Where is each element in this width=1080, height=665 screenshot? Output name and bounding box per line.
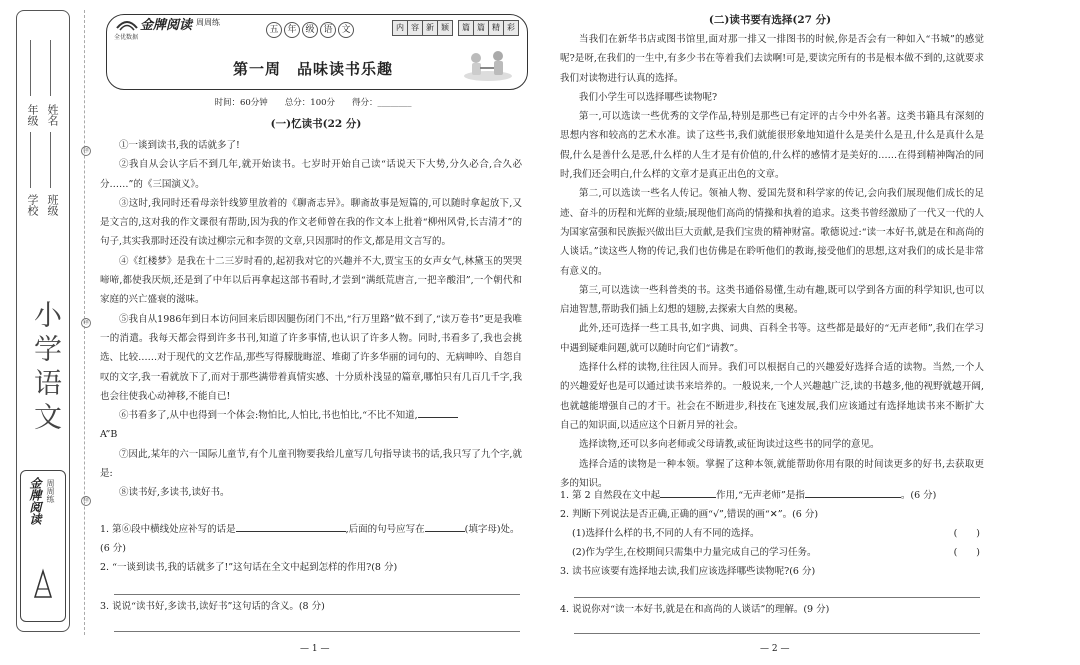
paragraph-text: ⑥书看多了,从中也得到一个体会:物怕比,人怕比,书也怕比,“不比不知道, [119, 410, 418, 422]
question-2: 2. 判断下列说法是否正确,正确的画“√”,错误的画“✕”。(6 分) [560, 509, 819, 520]
question-1 [100, 520, 524, 558]
school-label: 学校 [26, 194, 39, 216]
slogan-tag: 篇 [473, 20, 489, 36]
judge-box[interactable]: ( ) [953, 528, 980, 539]
slogan-tag: 内 [392, 20, 408, 36]
grade-label: 年级 [26, 104, 39, 126]
passage-paragraph: 当我们在新华书店或图书馆里,面对那一排又一排图书的时候,你是否会有一种如入“书城”的感觉呢?是呀,在我们的一生中,有多少书在等着我们去读啊!可是,要读完所有的书是根本做不到的,这就要求我们对读物进行认真的选择。 [560, 34, 984, 84]
slogan-tag: 容 [407, 20, 423, 36]
grade-char: 文 [338, 22, 354, 38]
passage-paragraph: ⑧读书好,多读书,读好书。 [119, 487, 230, 499]
answer-blank[interactable] [236, 521, 346, 532]
right-section-title: (二)读书要有选择(27 分) [708, 14, 832, 26]
name-label: 姓名 [46, 104, 59, 126]
passage-paragraph: ⑦因此,某年的六一国际儿童节,有个儿童刊物要我给儿童写几句指导读书的话,我只写了九个字,就是: [100, 448, 522, 480]
question-text: 1. 第 2 自然段在文中起 [560, 490, 661, 501]
answer-line[interactable] [574, 633, 980, 634]
vertical-logo-tag: 周周练 [46, 479, 55, 503]
slogan-tag: 彩 [503, 20, 519, 36]
question-3: 3. 说说“读书好,多读书,读好书”这句话的含义。(8 分) [100, 601, 325, 612]
grade-char: 语 [320, 22, 336, 38]
week-title: 第一周 品味读书乐趣 [232, 60, 393, 78]
question-text: 。(6 分) [900, 490, 937, 501]
question-text: (填字母)处。(6 分) [100, 524, 520, 554]
answer-line[interactable] [114, 594, 520, 595]
judge-item-2 [560, 543, 984, 562]
reading-children-icon [462, 46, 514, 82]
subject-vertical: 小学语文 [30, 300, 63, 436]
question-text: 1. 第⑥段中横线处应补写的话是 [100, 524, 236, 535]
passage-paragraph: ①一谈到读书,我的话就多了! [119, 140, 240, 151]
name-line [50, 40, 51, 96]
question-3: 3. 读书应该要有选择地去读,我们应该选择哪些读物呢?(6 分) [560, 566, 816, 577]
passage-paragraph [100, 406, 522, 425]
school-line [30, 132, 31, 188]
passage-paragraph: 选择读物,还可以多向老师或父母请教,或征询读过这些书的同学的意见。 [579, 439, 880, 451]
question-text: (2)作为学生,在校期间只需集中力量完成自己的学习任务。 [572, 547, 817, 558]
class-label: 班级 [46, 194, 59, 216]
page-number-left: — 1 — [300, 644, 330, 654]
passage-paragraph: 第三,可以选读一些科普类的书。这类书通俗易懂,生动有趣,既可以学到各方面的科学知识,也可以启迪智慧,帮助我们插上幻想的翅膀,去探索大自然的奥秘。 [560, 284, 984, 316]
binding-hole-icon: ㊞ [82, 147, 89, 154]
passage-paragraph: ⑤我自从1986年到日本访问回来后即因腿伤闭门不出,“行万里路”做不到了,“读万卷书”更是我唯一的消遣。我每天都会得到许多书刊,知道了许多事情,也认识了许多人物。同时,书看多了,我也会挑选、比较……对于现代的文艺作品,那些写得朦胧晦涩、堆砌了许多华丽的词句的、无病呻吟、自怨自叹的文字,我一看就放下了,而对于那些满带着真情实感、十分质朴浅显的篇章,哪怕只有几百几千字,我也会往使我心动神移,不能自已! [100, 313, 522, 402]
answer-line[interactable] [114, 631, 520, 632]
brand-tag: 周周练 [196, 18, 220, 27]
left-questions [100, 520, 524, 577]
grade-line [30, 40, 31, 96]
passage-paragraph: 第二,可以选读一些名人传记。领袖人物、爱国先贤和科学家的传记,会向我们展现他们成长的足迹、奋斗的历程和光辉的业绩;展现他们高尚的情操和执着的追求。这类书曾经激励了一代又一代的人为国家富强和民族振兴做出巨大贡献,是我们宝贵的精神财富。歌德说过:“读一本好书,就是在和高尚的人谈话。”读这些人物的传记,我们也仿佛是在聆听他们的教诲,接受他们的思想,这对我们的成长是非常有意义的。 [560, 188, 984, 277]
passage-paragraph: A”B [100, 429, 118, 441]
passage-paragraph: 此外,还可选择一些工具书,如字典、词典、百科全书等。这些都是最好的“无声老师”,我们在学习中遇到疑难问题,就可以随时向它们“请教”。 [560, 323, 984, 354]
judge-item-1 [560, 524, 984, 543]
answer-blank[interactable] [805, 487, 901, 498]
answer-blank[interactable] [425, 521, 465, 532]
vertical-logo [20, 470, 66, 622]
passage-paragraph: ④《红楼梦》是我在十二三岁时看的,起初我对它的兴趣并不大,贾宝玉的女声女气,林黛玉的哭哭啼啼,都使我厌烦,还是到了中年以后再拿起这部书看时,才尝到“满纸荒唐言,一把辛酸泪”,一个朝代和家庭的兴亡盛衰的滋味。 [100, 255, 522, 306]
grade-char: 级 [302, 22, 318, 38]
grade-char: 五 [266, 22, 282, 38]
left-passage [100, 136, 522, 503]
book-logo-icon [33, 567, 53, 603]
vertical-logo-text: 金牌阅读 [28, 477, 42, 525]
question-text: ,后面的句号应写在 [345, 524, 425, 535]
passage-paragraph: 选择合适的读物是一种本领。掌握了这种本领,就能帮助你用有限的时间读更多的好书,去获取更多的知识。 [560, 458, 984, 489]
question-text: (1)选择什么样的书,不同的人有不同的选择。 [572, 528, 760, 539]
fill-blank[interactable] [418, 407, 458, 418]
page-number-right: — 2 — [760, 644, 790, 654]
slogan-tag: 精 [488, 20, 504, 36]
binding-hole-icon: ㊞ [82, 319, 89, 326]
right-questions [560, 486, 984, 581]
passage-paragraph: ②我自从会认字后不到几年,就开始读书。七岁时开始自己读“话说天下大势,分久必合,合久必分……”的《三国演义》。 [100, 159, 522, 190]
slogan-tag: 颖 [437, 20, 453, 36]
answer-blank[interactable] [660, 487, 716, 498]
exam-info: 时间：60分钟 总分：100分 得分：________ [214, 98, 412, 108]
question-4: 4. 说说你对“读一本好书,就是在和高尚的人谈话”的理解。(9 分) [560, 604, 830, 615]
slogan-tag: 篇 [458, 20, 474, 36]
question-1 [560, 486, 984, 505]
book-logo-icon [116, 14, 138, 32]
passage-paragraph: 选择什么样的读物,往往因人而异。我们可以根据自己的兴趣爱好选择合适的读物。当然,一个人的兴趣爱好也是可以通过读书来培养的。一般说来,一个人兴趣越广泛,读的书越多,他的视野就越开阔,也就越能增强自己的才干。社会在不断进步,科技在飞速发展,我们应该通过有选择地读书来不断扩大自己的知识面,以适应这个日新月异的社会。 [560, 362, 984, 431]
passage-paragraph: ③这时,我同时还看母亲针线箩里放着的《聊斋志异》。聊斋故事是短篇的,可以随时拿起放下,又是文言的,这对我的作文课很有帮助,因为我的作文老师曾在我的作文本上批着“柳州风骨,长吉清才”的句子,其实我那时还没有读过柳宗元和李贺的文章,只因那时的作文,都是用文言写的。 [100, 197, 522, 248]
binding-hole-icon: ㊞ [82, 497, 89, 504]
passage-paragraph: 第一,可以选读一些优秀的文学作品,特别是那些已有定评的古今中外名著。这类书籍具有深刻的思想内容和较高的艺术水准。读了这些书,我们就能很形象地知道什么是美什么是丑,什么是真什么是假,什么是善什么是恶,什么样的人生才是有价值的,什么样的感情才是美好的……在得到精神陶冶的同时,我们还会明白,什么样的文章才是真正出色的文章。 [560, 111, 984, 181]
class-line [50, 132, 51, 188]
slogan-tag: 新 [422, 20, 438, 36]
passage-paragraph: 我们小学生可以选择哪些读物呢? [579, 91, 718, 103]
brand-small: 全优数据 [114, 34, 139, 41]
question-2: 2. “一谈到读书,我的话就多了!”这句话在全文中起到怎样的作用?(8 分) [100, 562, 398, 573]
answer-line[interactable] [574, 597, 980, 598]
judge-box[interactable]: ( ) [953, 547, 980, 558]
right-passage [560, 30, 984, 493]
brand-title: 金牌阅读 [140, 18, 193, 33]
question-text: 作用,“无声老师”是指 [716, 490, 805, 501]
grade-char: 年 [284, 22, 300, 38]
left-section-title: (一)忆读书(22 分) [270, 118, 362, 130]
